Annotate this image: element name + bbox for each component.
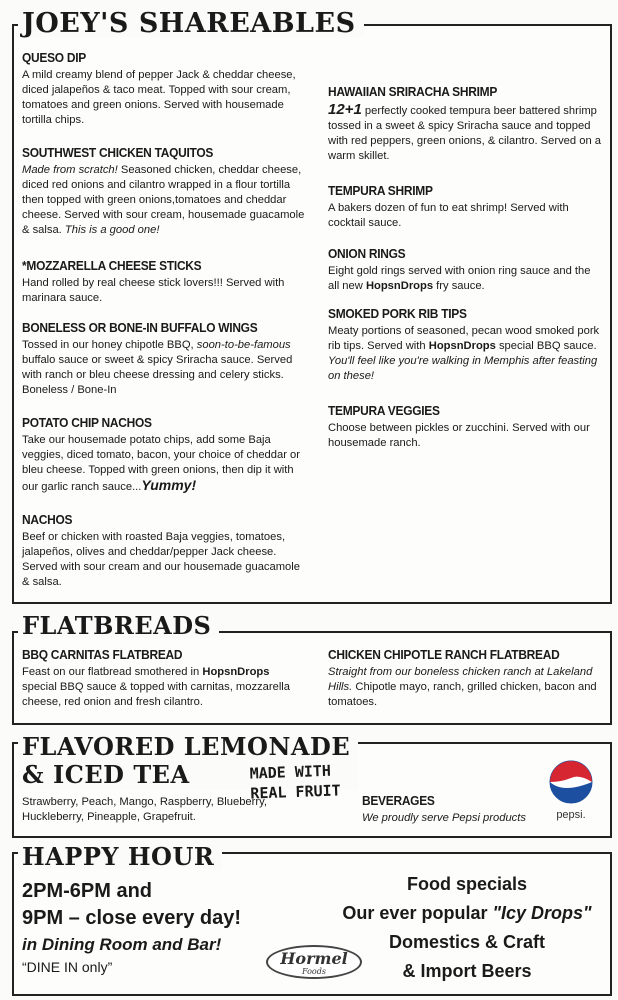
item-desc: Beef or chicken with roasted Baja veggies, tomatoes, jalapeños, olives and cheddar/pepper Jack cheese. Served with sour cream and our housemade guacamole & salsa. bbox=[22, 531, 300, 588]
item-desc bbox=[328, 102, 603, 164]
item-name: BBQ CARNITAS FLATBREAD bbox=[22, 647, 183, 662]
flatbreads-title: FLATBREADS bbox=[18, 614, 219, 638]
item-name: *MOZZARELLA CHEESE STICKS bbox=[22, 258, 202, 273]
menu-item-nachos bbox=[22, 512, 307, 590]
item-desc-lead: 12+1 bbox=[328, 101, 362, 118]
item-desc-tail: This is a good one! bbox=[64, 224, 160, 236]
badge-line1: MADE WITH bbox=[249, 761, 332, 783]
item-desc-body: Chipotle mayo, ranch, grilled chicken, bacon and tomatoes. bbox=[328, 681, 597, 708]
item-desc-body: Eight gold rings served with onion ring sauce and the all new bbox=[328, 265, 591, 292]
flavors-list: Strawberry, Peach, Mango, Raspberry, Blueberry, Huckleberry, Pineapple, Grapefruit. bbox=[22, 796, 267, 823]
menu-item-mozzarella-sticks bbox=[22, 258, 307, 306]
happy-hour-dine-in: “DINE IN only” bbox=[22, 959, 113, 975]
item-name: POTATO CHIP NACHOS bbox=[22, 415, 152, 430]
item-name: QUESO DIP bbox=[22, 50, 86, 65]
item-desc-body: Tossed in our honey chipotle BBQ, bbox=[22, 339, 197, 351]
menu-item-buffalo-wings bbox=[22, 320, 307, 398]
brand-name: HopsnDrops bbox=[202, 666, 270, 678]
badge-line2: REAL FRUIT bbox=[250, 781, 341, 803]
beverages-desc: We proudly serve Pepsi products bbox=[362, 812, 526, 824]
item-desc-lead: Made from scratch! bbox=[22, 164, 118, 176]
item-desc-body: Meaty portions of seasoned, pecan wood smoked pork rib tips. Served with bbox=[328, 325, 600, 352]
hormel-name: Hormel bbox=[280, 949, 348, 968]
happy-hour-title: HAPPY HOUR bbox=[18, 845, 222, 869]
menu-item-potato-chip-nachos bbox=[22, 415, 307, 495]
item-desc-tail: Yummy! bbox=[141, 477, 197, 493]
item-desc: Choose between pickles or zucchini. Served with our housemade ranch. bbox=[328, 422, 590, 449]
menu-item-queso-dip bbox=[22, 50, 307, 128]
item-desc: A bakers dozen of fun to eat shrimp! Served with cocktail sauce. bbox=[328, 202, 569, 229]
item-name: SOUTHWEST CHICKEN TAQUITOS bbox=[22, 145, 214, 160]
item-desc bbox=[22, 433, 307, 495]
happy-hour-location: in Dining Room and Bar! bbox=[22, 935, 222, 954]
specials-icy-drops-lead: Our ever popular bbox=[342, 903, 493, 923]
item-desc-after: special BBQ sauce & topped with carnitas, mozzarella cheese, red onion and fresh cilantro. bbox=[22, 681, 291, 708]
hormel-foods: Foods bbox=[302, 967, 326, 976]
pepsi-label: pepsi. bbox=[556, 809, 586, 821]
item-desc-lead: Straight from our boneless chicken ranch at Lakeland Hills. bbox=[328, 666, 593, 693]
menu-item-chicken-chipotle-flatbread bbox=[328, 647, 603, 710]
item-name: BONELESS OR BONE-IN BUFFALO WINGS bbox=[22, 320, 258, 335]
menu-item-tempura-veggies bbox=[328, 403, 603, 451]
specials-icy-drops bbox=[338, 899, 596, 928]
menu-item-rib-tips bbox=[328, 306, 603, 384]
item-name: ONION RINGS bbox=[328, 246, 406, 261]
item-desc-body: Take our housemade potato chips, add some Baja veggies, diced tomato, bacon, your choice of cheddar or bleu cheese. Topped with green onions, then dip it with our garlic ranch sauce... bbox=[22, 434, 300, 493]
item-desc-mid: soon-to-be-famous bbox=[196, 339, 291, 351]
menu-item-onion-rings bbox=[328, 246, 603, 294]
item-desc bbox=[22, 665, 307, 710]
item-desc bbox=[22, 163, 307, 238]
item-name: TEMPURA SHRIMP bbox=[328, 183, 433, 198]
item-desc-after: fry sauce. bbox=[433, 280, 485, 292]
item-desc bbox=[22, 338, 307, 398]
happy-hour-time1: 2PM-6PM and bbox=[22, 880, 153, 902]
happy-hour-time2: 9PM – close every day! bbox=[22, 907, 242, 929]
menu-item-tempura-shrimp bbox=[328, 183, 603, 231]
pepsi-globe-icon bbox=[549, 760, 593, 804]
lemonade-flavors bbox=[22, 793, 267, 825]
item-name: SMOKED PORK RIB TIPS bbox=[328, 306, 467, 321]
menu-item-hawaiian-shrimp bbox=[328, 84, 603, 164]
lemonade-title-line2: & ICED TEA bbox=[22, 760, 190, 789]
item-name: CHICKEN CHIPOTLE RANCH FLATBREAD bbox=[328, 647, 560, 662]
specials-beers-line1: Domestics & Craft bbox=[388, 932, 546, 952]
item-name: NACHOS bbox=[22, 512, 73, 527]
item-name: TEMPURA VEGGIES bbox=[328, 403, 440, 418]
specials-beers-line2: & Import Beers bbox=[402, 961, 532, 981]
beverages-block bbox=[362, 793, 542, 826]
lemonade-title-line1: FLAVORED LEMONADE bbox=[22, 732, 351, 761]
item-desc bbox=[328, 264, 603, 294]
menu-item-bbq-carnitas-flatbread bbox=[22, 647, 307, 710]
item-desc: Hand rolled by real cheese stick lovers!!! Served with marinara sauce. bbox=[22, 277, 285, 304]
item-desc-body: perfectly cooked tempura beer battered shrimp tossed in a sweet & spicy Sriracha sauce and topped with red peppers, green onions, & cilantro. Served on a warm skillet. bbox=[328, 105, 602, 162]
happy-hour-specials bbox=[338, 870, 596, 986]
item-desc-after: buffalo sauce or sweet & spicy Sriracha sauce. Served with ranch or bleu cheese dressing and celery sticks. Boneless / Bone-In bbox=[22, 354, 293, 396]
item-desc bbox=[328, 665, 603, 710]
menu-item-taquitos bbox=[22, 145, 307, 238]
item-desc bbox=[328, 324, 603, 384]
item-name: HAWAIIAN SRIRACHA SHRIMP bbox=[328, 84, 498, 99]
brand-name: HopsnDrops bbox=[365, 280, 434, 292]
shareables-title: JOEY'S SHAREABLES bbox=[18, 10, 364, 37]
item-desc-body: Seasoned chicken, cheddar cheese, diced red onions and cilantro wrapped in a flour tortilla then topped with green onions,tomatoes and cheddar cheese. Served with sour cream, housemade guacamole & salsa. bbox=[22, 164, 305, 236]
item-desc-tail: You'll feel like you're walking in Memphis after feasting on these! bbox=[328, 355, 598, 382]
item-desc-body: Feast on our flatbread smothered in bbox=[22, 666, 203, 678]
item-desc: A mild creamy blend of pepper Jack & cheddar cheese, diced jalapeños & taco meat. Topped with sour cream, tomatoes and green onions. Served with housemade tortilla chips. bbox=[22, 69, 296, 126]
pepsi-logo bbox=[546, 760, 596, 821]
brand-name: HopsnDrops bbox=[428, 340, 496, 352]
item-desc-after: special BBQ sauce. bbox=[495, 340, 597, 352]
beverages-title: BEVERAGES bbox=[362, 793, 435, 808]
specials-icy-drops-name: "Icy Drops" bbox=[492, 903, 592, 923]
specials-food: Food specials bbox=[406, 874, 528, 894]
